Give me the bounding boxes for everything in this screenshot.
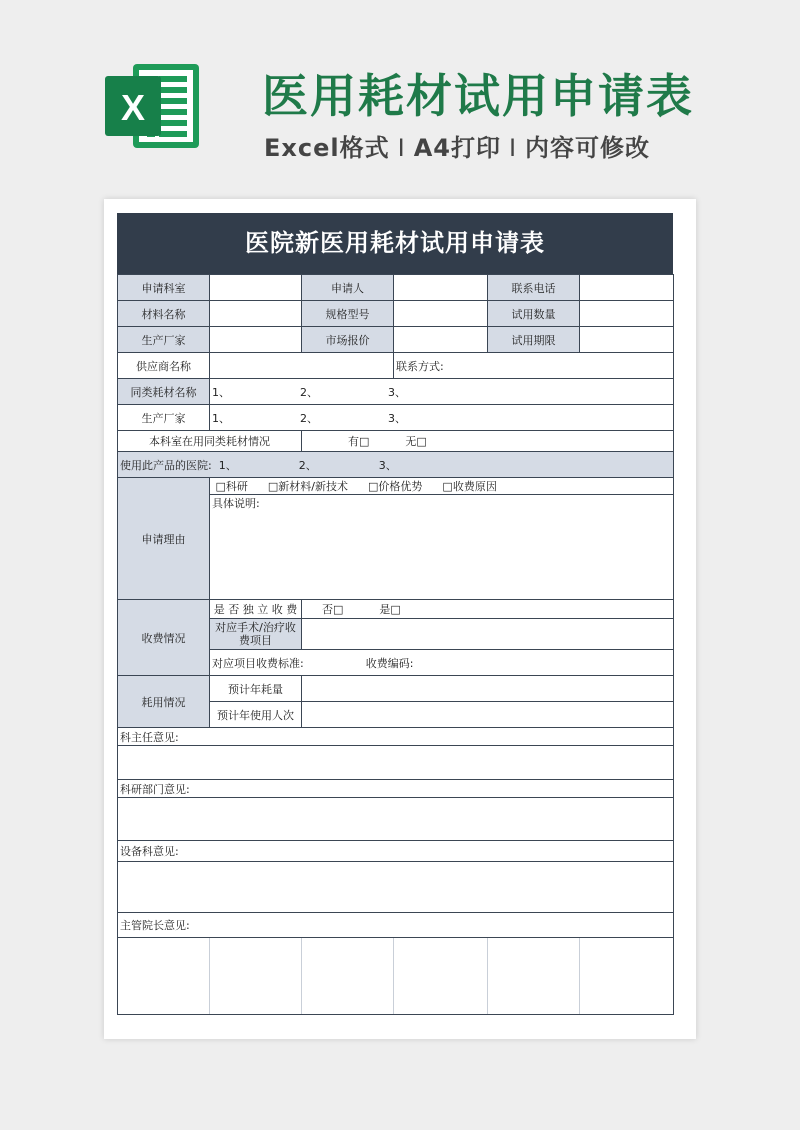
president-opinion-cell[interactable] — [302, 938, 394, 1015]
item-number: 2、 — [300, 385, 318, 399]
applicant-field[interactable] — [394, 275, 488, 301]
detail-label: 具体说明: — [212, 497, 260, 510]
manufacturer-field[interactable] — [210, 327, 302, 353]
table-row — [118, 938, 674, 1015]
material-name-field[interactable] — [210, 301, 302, 327]
surgery-item-field[interactable] — [302, 619, 674, 650]
subtitle-separator: I — [508, 134, 518, 162]
fee-label: 收费情况 — [118, 600, 210, 676]
item-number: 3、 — [378, 458, 397, 472]
table-row — [118, 431, 674, 452]
table-row — [118, 841, 674, 862]
market-price-field[interactable] — [394, 327, 488, 353]
dept-field[interactable] — [210, 275, 302, 301]
president-opinion-cell[interactable] — [118, 938, 210, 1015]
item-number: 2、 — [300, 411, 318, 425]
trial-period-label: 试用期限 — [488, 327, 580, 353]
reason-fee-checkbox[interactable]: □收费原因 — [442, 480, 497, 493]
subtitle-separator: I — [397, 134, 406, 162]
yes-checkbox[interactable]: 是□ — [379, 603, 401, 616]
reason-label: 申请理由 — [118, 478, 210, 600]
phone-field[interactable] — [580, 275, 674, 301]
table-row — [118, 746, 674, 780]
dept-label: 申请科室 — [118, 275, 210, 301]
table-row — [118, 780, 674, 798]
reason-options[interactable] — [210, 478, 674, 495]
detail-field[interactable] — [210, 495, 674, 600]
annual-qty-label: 预计年耗量 — [210, 676, 302, 702]
fee-standard-field[interactable] — [210, 650, 674, 676]
table-row — [118, 862, 674, 913]
manufacturer-label: 生产厂家 — [118, 327, 210, 353]
hospitals-field[interactable] — [118, 452, 674, 478]
annual-qty-field[interactable] — [302, 676, 674, 702]
table-row — [118, 478, 674, 495]
table-row — [118, 728, 674, 746]
table-row — [118, 600, 674, 619]
item-number: 1、 — [218, 458, 237, 472]
page-title: 医用耗材试用申请表 — [262, 69, 694, 123]
similar-manufacturer-field[interactable] — [210, 405, 674, 431]
application-form — [117, 213, 673, 1015]
table-row — [118, 913, 674, 938]
surgery-item-label: 对应手术/治疗收费项目 — [210, 619, 302, 650]
spec-label: 规格型号 — [302, 301, 394, 327]
table-row — [118, 327, 674, 353]
excel-icon — [103, 60, 203, 152]
table-row — [118, 405, 674, 431]
market-price-label: 市场报价 — [302, 327, 394, 353]
reason-price-checkbox[interactable]: □价格优势 — [368, 480, 423, 493]
material-name-label: 材料名称 — [118, 301, 210, 327]
in-use-options[interactable] — [302, 431, 674, 452]
trial-qty-field[interactable] — [580, 301, 674, 327]
item-number: 2、 — [298, 458, 317, 472]
table-row — [118, 379, 674, 405]
president-opinion-cell[interactable] — [394, 938, 488, 1015]
subtitle-format: Excel格式 — [264, 134, 390, 162]
table-row — [118, 676, 674, 702]
item-number: 1、 — [212, 385, 230, 399]
research-opinion-label: 科研部门意见: — [118, 780, 674, 798]
trial-period-field[interactable] — [580, 327, 674, 353]
in-use-label: 本科室在用同类耗材情况 — [118, 431, 302, 452]
item-number: 3、 — [388, 385, 406, 399]
yes-checkbox[interactable]: 有□ — [348, 435, 370, 448]
similar-material-field[interactable] — [210, 379, 674, 405]
form-title: 医院新医用耗材试用申请表 — [117, 213, 673, 274]
item-number: 3、 — [388, 411, 406, 425]
similar-material-label: 同类耗材名称 — [118, 379, 210, 405]
president-opinion-cell[interactable] — [580, 938, 674, 1015]
no-checkbox[interactable]: 否□ — [322, 603, 344, 616]
dept-head-opinion-label: 科主任意见: — [118, 728, 674, 746]
phone-label: 联系电话 — [488, 275, 580, 301]
annual-people-label: 预计年使用人次 — [210, 702, 302, 728]
reason-research-checkbox[interactable]: □科研 — [215, 480, 248, 493]
trial-qty-label: 试用数量 — [488, 301, 580, 327]
subtitle-editable: 内容可修改 — [525, 134, 651, 162]
independent-fee-label: 是 否 独 立 收 费 — [210, 600, 302, 619]
item-number: 1、 — [212, 411, 230, 425]
supplier-label: 供应商名称 — [118, 353, 210, 379]
supplier-field[interactable] — [210, 353, 394, 379]
president-opinion-label: 主管院长意见: — [118, 913, 674, 938]
dept-head-opinion-field[interactable] — [118, 746, 674, 780]
contact-label[interactable]: 联系方式: — [394, 353, 674, 379]
page-header — [0, 0, 800, 190]
reason-newtech-checkbox[interactable]: □新材料/新技术 — [267, 480, 349, 493]
president-opinion-cell[interactable] — [488, 938, 580, 1015]
table-row — [118, 452, 674, 478]
no-checkbox[interactable]: 无□ — [405, 435, 427, 448]
research-opinion-field[interactable] — [118, 798, 674, 841]
independent-fee-options[interactable] — [302, 600, 674, 619]
equipment-opinion-label: 设备科意见: — [118, 841, 674, 862]
table-row — [118, 275, 674, 301]
table-row — [118, 301, 674, 327]
table-row — [118, 798, 674, 841]
equipment-opinion-field[interactable] — [118, 862, 674, 913]
annual-people-field[interactable] — [302, 702, 674, 728]
similar-manufacturer-label: 生产厂家 — [118, 405, 210, 431]
consumption-label: 耗用情况 — [118, 676, 210, 728]
hospitals-label: 使用此产品的医院: — [120, 458, 212, 472]
excel-icon-letter: X — [120, 87, 146, 128]
fee-code-label: 收费编码: — [365, 656, 414, 670]
page-subtitle — [264, 128, 650, 163]
president-opinion-cell[interactable] — [210, 938, 302, 1015]
table-row — [118, 353, 674, 379]
spec-field[interactable] — [394, 301, 488, 327]
fee-standard-label: 对应项目收费标准: — [212, 656, 304, 670]
applicant-label: 申请人 — [302, 275, 394, 301]
subtitle-print: A4打印 — [413, 134, 501, 162]
form-table — [117, 274, 674, 1015]
